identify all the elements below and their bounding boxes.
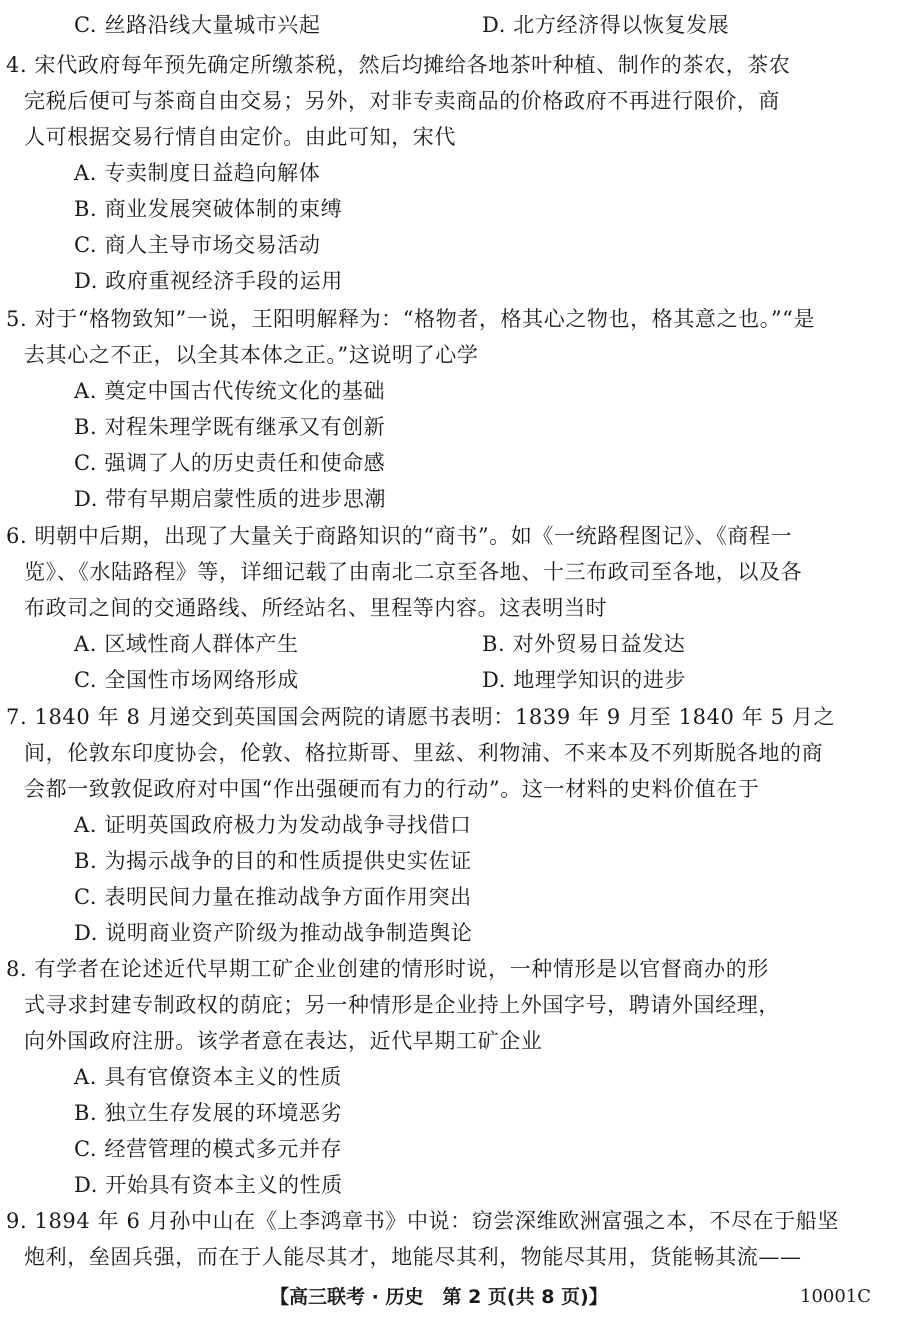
q7-stem-line-2: 间，伦敦东印度协会，伦敦、格拉斯哥、里兹、利物浦、不来本及不列斯脱各地的商 <box>24 741 824 765</box>
q7-option-c: C. 表明民间力量在推动战争方面作用突出 <box>74 885 472 909</box>
q4-option-a: A. 专卖制度日益趋向解体 <box>74 161 321 185</box>
q5-option-c: C. 强调了人的历史责任和使命感 <box>74 451 386 475</box>
q7-stem-line-1: 7. 1840 年 8 月递交到英国国会两院的请愿书表明：1839 年 9 月至 1840 年 5 月之 <box>6 705 836 729</box>
q5-stem-line-2: 去其心之不正，以全其本体之正。”这说明了心学 <box>24 343 479 367</box>
q4-stem-line-1: 4. 宋代政府每年预先确定所缴茶税，然后均摊给各地茶叶种植、制作的茶农，茶农 <box>6 53 791 77</box>
q6-option-c: C. 全国性市场网络形成 <box>74 668 299 692</box>
q8-option-a: A. 具有官僚资本主义的性质 <box>74 1065 342 1089</box>
page-footer-title: 【高三联考 · 历史 第 2 页(共 8 页)】 <box>270 1286 608 1308</box>
q3-option-c: C. 丝路沿线大量城市兴起 <box>74 13 321 37</box>
q5-option-a: A. 奠定中国古代传统文化的基础 <box>74 379 386 403</box>
q6-stem-line-1: 6. 明朝中后期，出现了大量关于商路知识的“商书”。如《一统路程图记》、《商程一 <box>6 524 793 548</box>
q6-option-d: D. 地理学知识的进步 <box>482 668 687 692</box>
q4-option-c: C. 商人主导市场交易活动 <box>74 233 321 257</box>
q5-option-b: B. 对程朱理学既有继承又有创新 <box>74 415 386 439</box>
q8-stem-line-1: 8. 有学者在论述近代早期工矿企业创建的情形时说，一种情形是以官督商办的形 <box>6 957 769 981</box>
q6-stem-line-3: 布政司之间的交通路线、所经站名、里程等内容。这表明当时 <box>24 596 608 620</box>
q4-stem-line-3: 人可根据交易行情自由定价。由此可知，宋代 <box>24 125 456 149</box>
q8-stem-line-3: 向外国政府注册。该学者意在表达，近代早期工矿企业 <box>24 1029 543 1053</box>
q4-stem-line-2: 完税后便可与茶商自由交易；另外，对非专卖商品的价格政府不再进行限价，商 <box>24 89 780 113</box>
q6-stem-line-2: 览》、《水陆路程》等，详细记载了由南北二京至各地、十三布政司至各地，以及各 <box>24 560 803 584</box>
q7-stem-line-3: 会都一致敦促政府对中国“作出强硬而有力的行动”。这一材料的史料价值在于 <box>24 777 760 801</box>
q8-stem-line-2: 式寻求封建专制政权的荫庇；另一种情形是企业持上外国字号，聘请外国经理， <box>24 993 780 1017</box>
q6-option-a: A. 区域性商人群体产生 <box>74 632 299 656</box>
q7-option-a: A. 证明英国政府极力为发动战争寻找借口 <box>74 813 472 837</box>
page-footer-code: 10001C <box>800 1286 872 1307</box>
q8-option-c: C. 经营管理的模式多元并存 <box>74 1137 343 1161</box>
q3-option-d: D. 北方经济得以恢复发展 <box>482 13 730 37</box>
q5-stem-line-1: 5. 对于“格物致知”一说，王阳明解释为：“格物者，格其心之物也，格其意之也。”“是 <box>6 307 816 331</box>
q8-option-b: B. 独立生存发展的环境恶劣 <box>74 1101 343 1125</box>
q9-stem-line-1: 9. 1894 年 6 月孙中山在《上李鸿章书》中说：窃尝深维欧洲富强之本，不尽在于船坚 <box>6 1209 839 1233</box>
q6-option-b: B. 对外贸易日益发达 <box>482 632 686 656</box>
q8-option-d: D. 开始具有资本主义的性质 <box>74 1173 343 1197</box>
q4-option-b: B. 商业发展突破体制的束缚 <box>74 197 343 221</box>
q9-stem-line-2: 炮利，垒固兵强，而在于人能尽其才，地能尽其利，物能尽其用，货能畅其流—— <box>24 1245 802 1269</box>
q7-option-d: D. 说明商业资产阶级为推动战争制造舆论 <box>74 921 473 945</box>
q7-option-b: B. 为揭示战争的目的和性质提供史实佐证 <box>74 849 472 873</box>
q4-option-d: D. 政府重视经济手段的运用 <box>74 269 343 293</box>
q5-option-d: D. 带有早期启蒙性质的进步思潮 <box>74 487 387 511</box>
